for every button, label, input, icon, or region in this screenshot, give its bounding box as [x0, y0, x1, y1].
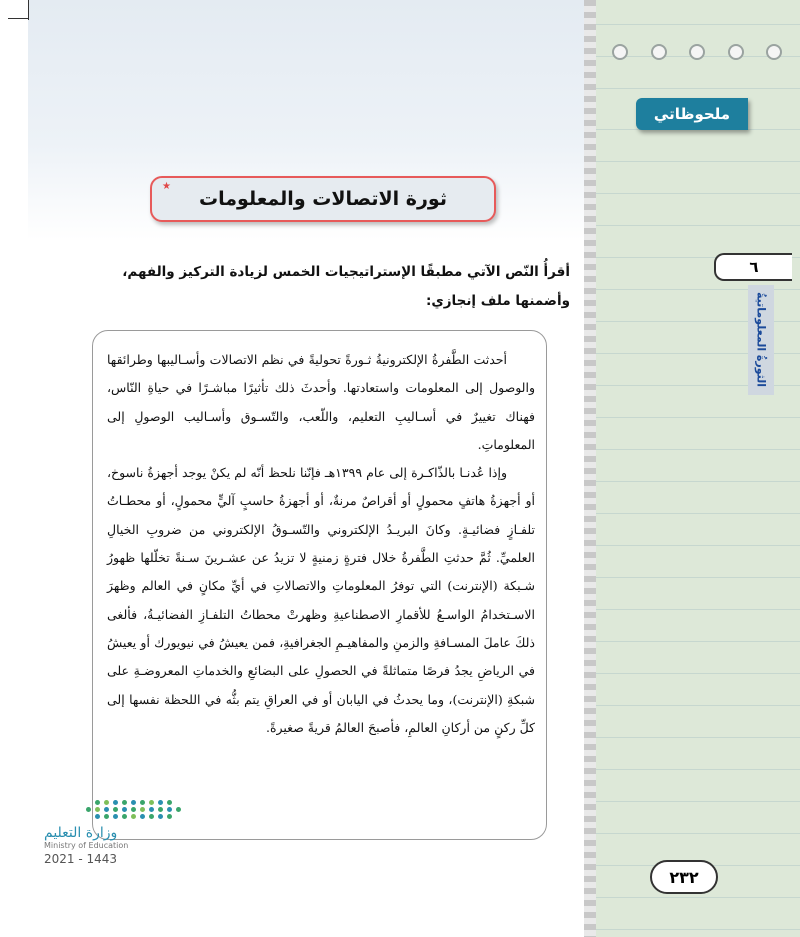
logo-dot — [158, 814, 163, 819]
logo-dot — [104, 814, 109, 819]
unit-label — [748, 285, 774, 395]
hole-icon — [689, 44, 705, 60]
ministry-english: Ministry of Education — [44, 841, 129, 850]
logo-dot — [131, 800, 136, 805]
logo-dot — [149, 814, 154, 819]
logo-dot — [167, 800, 172, 805]
hole-icon — [612, 44, 628, 60]
notebook-holes — [612, 44, 782, 66]
logo-dot — [122, 800, 127, 805]
edition-year: 2021 - 1443 — [44, 852, 118, 866]
logo-dot — [113, 814, 118, 819]
instruction-text: أقرأُ النّص الآتي مطبقًا الإستراتيجيات الخمس لزيادة التركيز والفهم، وأضمنها ملف إنجازي: — [122, 264, 570, 309]
page-title: ثورة الاتصالات والمعلومات — [199, 188, 447, 210]
ministry-dots-icon — [86, 800, 186, 819]
logo-dot — [158, 800, 163, 805]
hole-icon — [766, 44, 782, 60]
ministry-logo — [42, 800, 202, 890]
logo-dot — [140, 800, 145, 805]
logo-dot — [158, 807, 163, 812]
unit-name: الثورةُ المعلوماتيةُ — [754, 292, 768, 388]
logo-dot — [95, 807, 100, 812]
logo-dot — [131, 814, 136, 819]
logo-dot — [149, 800, 154, 805]
logo-dot — [113, 807, 118, 812]
logo-dot — [86, 807, 91, 812]
logo-dot — [104, 807, 109, 812]
notes-tab: ملحوظاتي — [636, 98, 748, 130]
logo-dot — [140, 814, 145, 819]
page-number: ٢٣٢ — [650, 860, 718, 894]
star-icon: ★ — [162, 181, 171, 192]
notebook-spiral — [584, 0, 596, 937]
logo-dot — [149, 807, 154, 812]
paragraph: أحدثت الطَّفرةُ الإلكترونيةُ ثـورةً تحوليةً في نظم الاتصالات وأسـاليبها وطرائقها والوصول إلى المعلومات واستعادتها. وأحدثَ ذلك تأثيرًا مباشـرًا في حياةِ النّاس، فهناك تغييرٌ في أسـاليبِ التعليم، واللّعب، والتّسـوق وأسـاليب الوصولِ إلى المعلوماتِ. — [107, 352, 535, 452]
notes-sidebar — [596, 0, 800, 937]
crop-mark — [8, 18, 28, 19]
unit-number: ٦ — [714, 253, 792, 281]
paragraph: وإذا عُدنـا بالذّاكـرة إلى عام ١٣٩٩هـ فإنّنا نلحظ أنّه لم يكنْ يوجد أجهزةُ ناسوخ، أو أجهزةُ هاتفٍ محمولٍ أو أقراصٌ مرنةٌ، أو أجهزةُ حاسبٍ آليٍّ محمولٍ، أو محطـاتُ تلفـازٍ فضائيـةٍ. وكانَ البريـدُ الإلكتروني والتّسـوقُ الإلكتروني من ضروبِ الخيالِ العلميِّ. ثُمَّ حدثتِ الطَّفرةُ خلال فترةٍ زمنيةٍ لا تزيدُ عن عشـرينَ سـنةً تخلّلها ظهورُ شـبكة (الإنترنت) التي توفرُ المعلوماتِ والاتصالاتِ في أيِّ مكانٍ في العالم وظهرَ الاسـتخدامُ الواسـعُ للأقمارِ الاصطناعيةِ وظهرتْ محطاتُ التلفـازِ الفضائيـةُ، فألغى ذلكَ عاملَ المسـافةِ والزمنِ والمفاهيـمِ الجغرافيةِ، فمن يعيشُ في نيويورك أو يعيشُ في الرياضِ يجدُ فرصًا متماثلةً في الحصولِ على البضائعِ والخدماتِ المعروضـةِ على شبكةِ (الإنترنت)، وما يحدثُ في اليابان أو في العراقِ يتم بثُّه في اللحظة نفسها إلى كلِّ ركنٍ من أركانِ العالمِ، فأصبحَ العالمُ قريةً صغيرةً. — [107, 465, 535, 735]
logo-dot — [113, 800, 118, 805]
logo-dot — [167, 807, 172, 812]
lesson-title-box — [150, 176, 496, 222]
logo-dot — [95, 800, 100, 805]
crop-mark — [28, 0, 29, 20]
logo-dot — [131, 807, 136, 812]
logo-dot — [167, 814, 172, 819]
logo-dot — [122, 814, 127, 819]
hole-icon — [651, 44, 667, 60]
logo-dot — [122, 807, 127, 812]
reading-passage — [107, 346, 535, 742]
logo-dot — [104, 800, 109, 805]
logo-dot — [95, 814, 100, 819]
hole-icon — [728, 44, 744, 60]
logo-dot — [140, 807, 145, 812]
logo-dot — [176, 807, 181, 812]
ministry-arabic: وزارة التعليم — [44, 825, 118, 841]
